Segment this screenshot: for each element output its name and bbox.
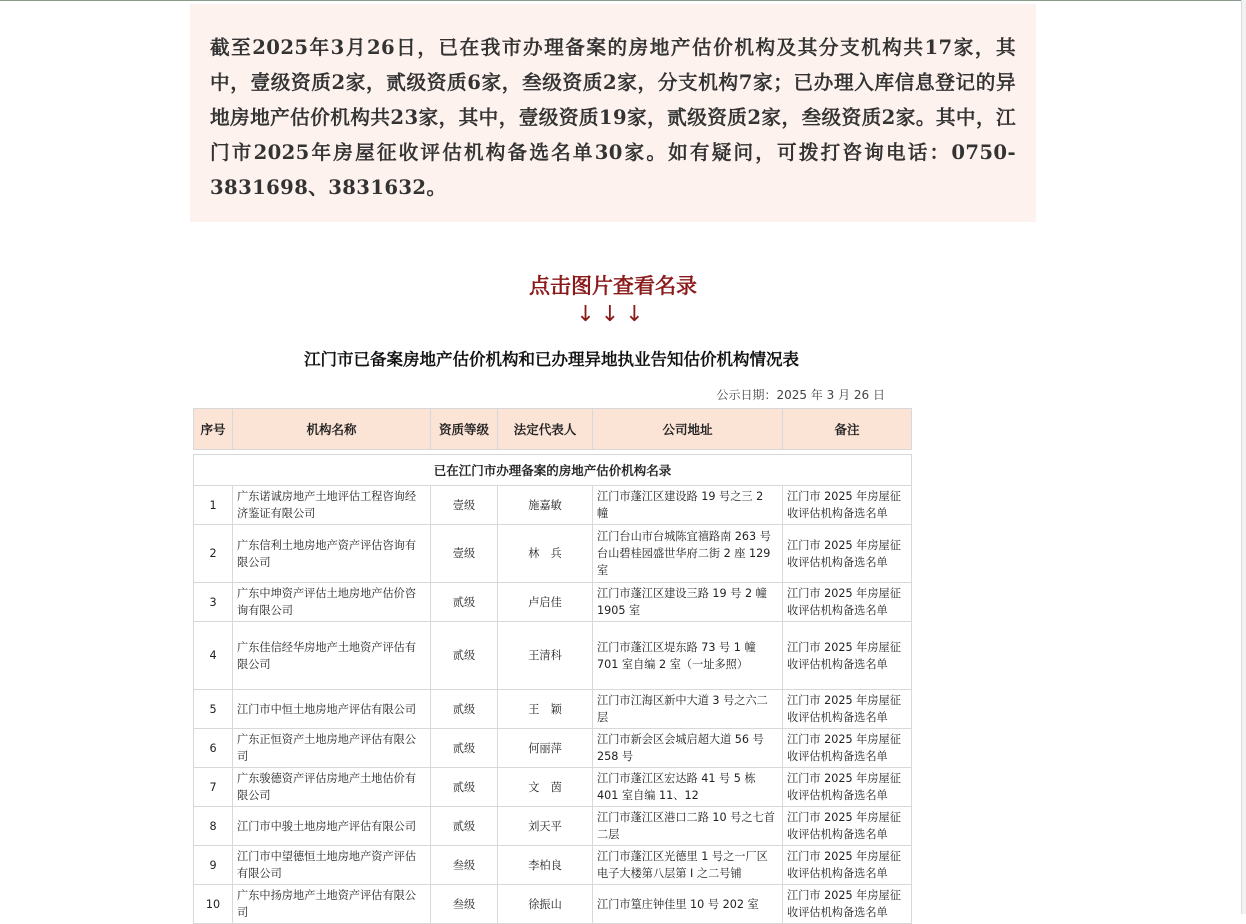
- qualification-level: 叁级: [431, 846, 498, 885]
- row-number: 9: [194, 846, 233, 885]
- legal-representative: 卢启佳: [498, 583, 593, 622]
- agency-name: 广东诺诚房地产土地评估工程咨询经济鉴证有限公司: [233, 486, 431, 525]
- qualification-level: 贰级: [431, 807, 498, 846]
- header-rep: 法定代表人: [498, 409, 593, 450]
- qualification-level: 贰级: [431, 622, 498, 690]
- header-level: 资质等级: [431, 409, 498, 450]
- qualification-level: 贰级: [431, 729, 498, 768]
- row-number: 1: [194, 486, 233, 525]
- legal-representative: 王 颖: [498, 690, 593, 729]
- company-address: 江门市蓬江区建设三路 19 号 2 幢 1905 室: [593, 583, 783, 622]
- top-divider: [0, 0, 1246, 1]
- table-row[interactable]: [194, 622, 912, 690]
- agency-table[interactable]: [193, 408, 912, 924]
- legal-representative: 刘天平: [498, 807, 593, 846]
- qualification-level: 贰级: [431, 768, 498, 807]
- row-number: 7: [194, 768, 233, 807]
- row-note: 江门市 2025 年房屋征收评估机构备选名单: [783, 525, 912, 583]
- agency-name: 广东正恒资产土地房地产评估有限公司: [233, 729, 431, 768]
- row-number: 8: [194, 807, 233, 846]
- header-no: 序号: [194, 409, 233, 450]
- publish-date: 公示日期：2025 年 3 月 26 日: [716, 388, 885, 402]
- legal-representative: 何丽萍: [498, 729, 593, 768]
- company-address: 江门市蓬江区宏达路 41 号 5 栋 401 室自编 11、12: [593, 768, 783, 807]
- agency-name: 广东中坤资产评估土地房地产估价咨询有限公司: [233, 583, 431, 622]
- company-address: 江门市江海区新中大道 3 号之六二层: [593, 690, 783, 729]
- row-number: 10: [194, 885, 233, 924]
- legal-representative: 林 兵: [498, 525, 593, 583]
- row-note: 江门市 2025 年房屋征收评估机构备选名单: [783, 583, 912, 622]
- qualification-level: 贰级: [431, 690, 498, 729]
- table-row[interactable]: [194, 807, 912, 846]
- company-address: 江门市篁庄钟佳里 10 号 202 室: [593, 885, 783, 924]
- company-address: 江门市蓬江区港口二路 10 号之七首二层: [593, 807, 783, 846]
- company-address: 江门市蓬江区堤东路 73 号 1 幢 701 室自编 2 室（一址多照）: [593, 622, 783, 690]
- row-note: 江门市 2025 年房屋征收评估机构备选名单: [783, 768, 912, 807]
- company-address: 江门市新会区会城启超大道 56 号 258 号: [593, 729, 783, 768]
- qualification-level: 壹级: [431, 525, 498, 583]
- header-name: 机构名称: [233, 409, 431, 450]
- qualification-level: 壹级: [431, 486, 498, 525]
- table-row[interactable]: [194, 768, 912, 807]
- intro-box: [190, 4, 1036, 222]
- legal-representative: 王清科: [498, 622, 593, 690]
- agency-name: 广东骏德资产评估房地产土地估价有限公司: [233, 768, 431, 807]
- row-note: 江门市 2025 年房屋征收评估机构备选名单: [783, 486, 912, 525]
- row-note: 江门市 2025 年房屋征收评估机构备选名单: [783, 622, 912, 690]
- table-row[interactable]: [194, 583, 912, 622]
- header-address: 公司地址: [593, 409, 783, 450]
- row-number: 3: [194, 583, 233, 622]
- table-row[interactable]: [194, 885, 912, 924]
- section-row: [194, 455, 912, 486]
- table-row[interactable]: [194, 525, 912, 583]
- table-row[interactable]: [194, 690, 912, 729]
- row-number: 5: [194, 690, 233, 729]
- company-address: 江门市蓬江区光德里 1 号之一厂区电子大楼第八层第 I 之二号铺: [593, 846, 783, 885]
- legal-representative: 李柏良: [498, 846, 593, 885]
- legal-representative: 文 茵: [498, 768, 593, 807]
- table-row[interactable]: [194, 486, 912, 525]
- company-address: 江门台山市台城陈宜禧路南 263 号台山碧桂园盛世华府二街 2 座 129 室: [593, 525, 783, 583]
- qualification-level: 叁级: [431, 885, 498, 924]
- header-note: 备注: [783, 409, 912, 450]
- company-address: 江门市蓬江区建设路 19 号之三 2 幢: [593, 486, 783, 525]
- scrollbar-track[interactable]: [1241, 0, 1246, 914]
- table-header-row: [194, 409, 912, 450]
- row-note: 江门市 2025 年房屋征收评估机构备选名单: [783, 846, 912, 885]
- intro-text: 截至2025年3月26日，已在我市办理备案的房地产估价机构及其分支机构共17家，其中，壹级资质2家，贰级资质6家，叁级资质2家，分支机构7家；已办理入库信息登记的异地房地产估价机构共23家，其中，壹级资质19家，贰级资质2家，叁级资质2家。其中，江门市2025年房屋征收评估机构备选名单30家。如有疑问，可拨打咨询电话：0750-3831698、3831632。: [210, 36, 1016, 199]
- row-number: 2: [194, 525, 233, 583]
- agency-name: 广东信利土地房地产资产评估咨询有限公司: [233, 525, 431, 583]
- row-number: 6: [194, 729, 233, 768]
- section-title: 已在江门市办理备案的房地产估价机构名录: [194, 455, 912, 486]
- agency-name: 广东佳信经华房地产土地资产评估有限公司: [233, 622, 431, 690]
- row-note: 江门市 2025 年房屋征收评估机构备选名单: [783, 885, 912, 924]
- row-note: 江门市 2025 年房屋征收评估机构备选名单: [783, 690, 912, 729]
- qualification-level: 贰级: [431, 583, 498, 622]
- agency-name: 江门市中骏土地房地产评估有限公司: [233, 807, 431, 846]
- legal-representative: 徐振山: [498, 885, 593, 924]
- agency-name: 广东中扬房地产土地资产评估有限公司: [233, 885, 431, 924]
- row-number: 4: [194, 622, 233, 690]
- agency-name: 江门市中望德恒土地房地产资产评估有限公司: [233, 846, 431, 885]
- table-title: 江门市已备案房地产估价机构和已办理异地执业告知估价机构情况表: [304, 350, 799, 369]
- table-row[interactable]: [194, 846, 912, 885]
- table-row[interactable]: [194, 729, 912, 768]
- arrow-down-icon: ↓↓↓: [576, 302, 650, 327]
- click-prompt[interactable]: 点击图片查看名录: [529, 273, 697, 298]
- row-note: 江门市 2025 年房屋征收评估机构备选名单: [783, 807, 912, 846]
- legal-representative: 施嘉敏: [498, 486, 593, 525]
- agency-name: 江门市中恒土地房地产评估有限公司: [233, 690, 431, 729]
- row-note: 江门市 2025 年房屋征收评估机构备选名单: [783, 729, 912, 768]
